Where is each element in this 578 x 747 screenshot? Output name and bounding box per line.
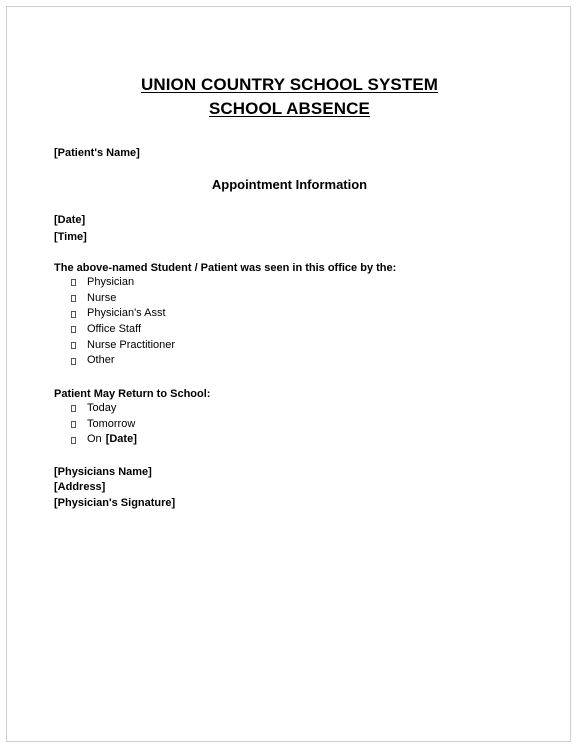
seen-by-label: The above-named Student / Patient was seen in this office by the: (54, 262, 397, 274)
document-title-line1: UNION COUNTRY SCHOOL SYSTEM (140, 75, 439, 94)
return-option: On (87, 433, 102, 446)
list-item (71, 338, 175, 354)
date-field: [Date] (54, 214, 86, 226)
checkbox-icon (71, 326, 76, 333)
checkbox-icon (71, 311, 76, 318)
checkbox-icon (71, 437, 76, 444)
checkbox-icon (71, 295, 76, 302)
list-item (71, 291, 175, 307)
seen-by-option: Nurse (87, 291, 117, 304)
list-item (71, 353, 175, 369)
list-item (71, 432, 137, 448)
signature-field: [Physician's Signature] (54, 497, 176, 509)
document-title-line2: SCHOOL ABSENCE (208, 99, 371, 118)
seen-by-option: Physician's Asst (87, 307, 166, 320)
list-item (71, 417, 137, 433)
checkbox-icon (71, 421, 76, 428)
address-field: [Address] (54, 481, 106, 493)
list-item (71, 275, 175, 291)
seen-by-option: Nurse Practitioner (87, 338, 176, 351)
return-option: Today (87, 402, 117, 414)
seen-by-option: Office Staff (87, 323, 142, 336)
return-option: Tomorrow (87, 417, 136, 430)
seen-by-option: Physician (87, 276, 135, 288)
physician-name-field: [Physicians Name] (54, 466, 152, 478)
list-item (71, 322, 175, 338)
appointment-heading: Appointment Information (211, 177, 368, 192)
checkbox-icon (71, 358, 76, 365)
list-item (71, 306, 175, 322)
checkbox-icon (71, 279, 76, 286)
checkbox-icon (71, 405, 76, 412)
time-field: [Time] (54, 231, 87, 243)
patient-name-field: [Patient's Name] (54, 147, 140, 159)
checkbox-icon (71, 342, 76, 349)
document-page (6, 6, 571, 742)
return-list (71, 401, 137, 448)
return-label: Patient May Return to School: (54, 388, 211, 400)
seen-by-option: Other (87, 354, 115, 367)
return-on-date: [Date] (105, 433, 137, 446)
list-item (71, 401, 137, 417)
seen-by-list (71, 275, 175, 369)
